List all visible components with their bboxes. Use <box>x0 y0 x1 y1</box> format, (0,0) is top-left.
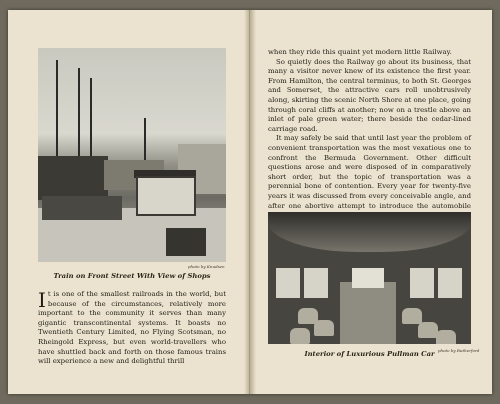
left-body-text <box>38 290 226 367</box>
right-body-text <box>268 48 471 221</box>
drop-cap: I <box>38 288 46 312</box>
paragraph: So quietly does the Railway go about its business, that many a visitor never knew of its existence the first year. From Hamilton, the central terminus, to both St. Georges and Somerset, the attractive cars roll unobtrusively along, skirting the scenic North Shore at one place, going through coral cliffs at another; now on a trestle above an inlet of pale green water; there beside the cedar-lined carriage road. <box>268 57 471 133</box>
left-page <box>8 10 250 394</box>
right-page <box>250 10 491 394</box>
paragraph: when they ride this quaint yet modern little Railway. <box>268 48 452 56</box>
left-paragraph: t is one of the smallest railroads in the world, but because of the circumstances, relatively more important to the community it serves than many gigantic transcontinental systems. It boasts no Twentieth Century Limited, no Flying Scotsman, no Rheingold Express, but even world-travellers who have shuttled back and forth on those famous trains will experience a new and delightful thrill <box>38 290 226 366</box>
photo-caption: Train on Front Street With View of Shops <box>53 272 211 280</box>
book-gutter <box>244 10 256 394</box>
paragraph: It may safely be said that until last year the problem of convenient transportation was the most vexatious one to confront the Bermuda Government. Other difficult questions arose and were disposed of in comparatively short order, but the topic of transportation was a perennial bone of contention. Every year for twenty-five years it was discussed from every conceivable angle, and after one abortive attempt to introduce the automobile <box>268 134 471 210</box>
front-street-train-photo <box>38 48 226 262</box>
photo-credit: photo by Rutherford <box>438 348 480 353</box>
pullman-car-interior-photo <box>268 212 471 344</box>
photo-caption: Interior of Luxurious Pullman Car <box>304 350 435 358</box>
photo-credit: photo by Knudsen <box>188 264 225 269</box>
booklet-spread <box>8 10 492 394</box>
